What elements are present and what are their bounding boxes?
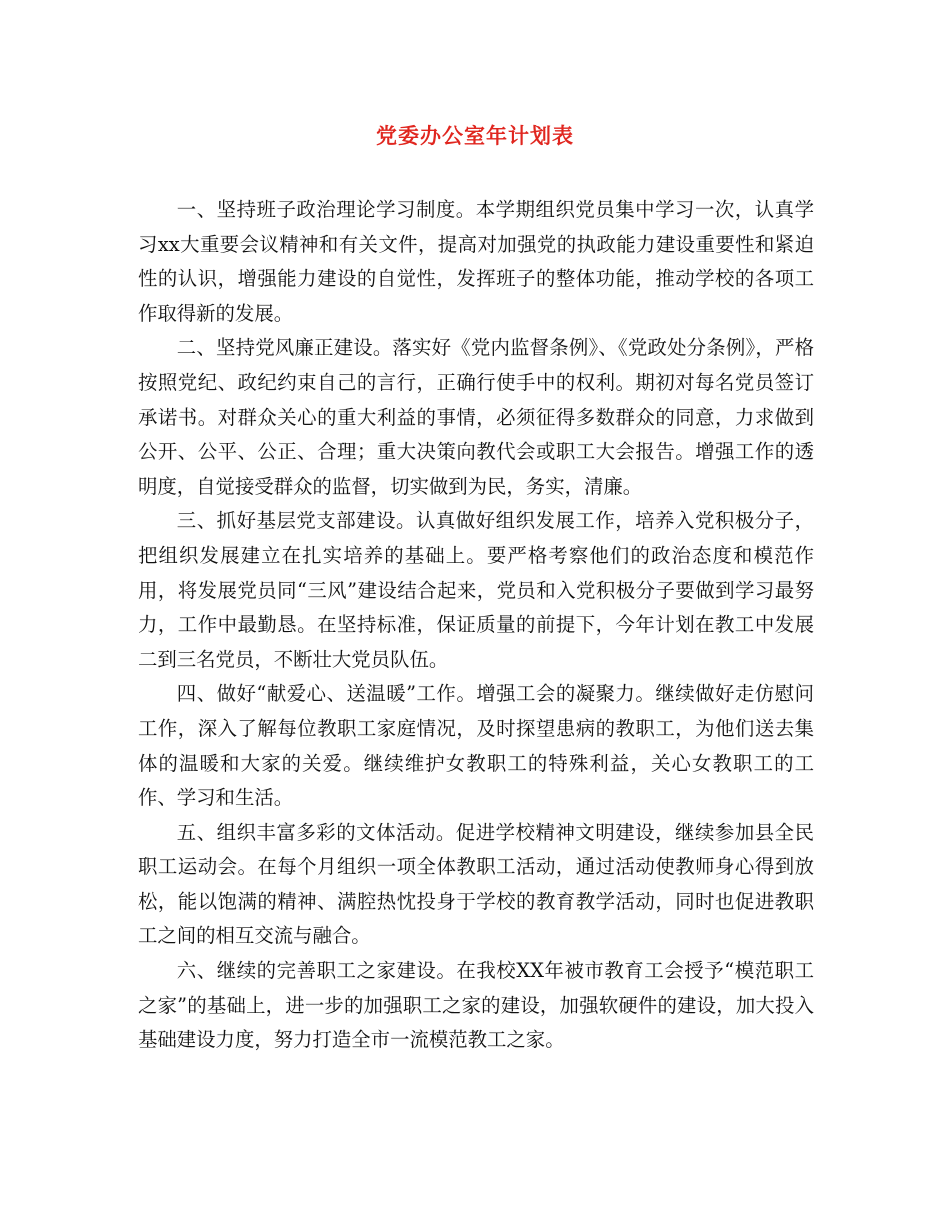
paragraph-2: 二、坚持党风廉正建设。落实好《党内监督条例》、《党政处分条例》，严格按照党纪、政纪约束自己的言行，正确行使手中的权利。期初对每名党员签订承诺书。对群众关心的重大利益的事情，必须征得多数群众的同意，力求做到公开、公平、公正、合理；重大决策向教代会或职工大会报告。增强工作的透明度，自觉接受群众的监督，切实做到为民，务实，清廉。 (138, 336, 814, 498)
paragraph-5: 五、组织丰富多彩的文体活动。促进学校精神文明建设，继续参加县全民职工运动会。在每个月组织一项全体教职工活动，通过活动使教师身心得到放松，能以饱满的精神、满腔热忱投身于学校的教育教学活动，同时也促进教职工之间的相互交流与融合。 (138, 820, 814, 948)
document-body (138, 193, 814, 1058)
paragraph-4: 四、做好“献爱心、送温暖”工作。增强工会的凝聚力。继续做好走仿慰问工作，深入了解每位教职工家庭情况，及时探望患病的教职工，为他们送去集体的温暖和大家的关爱。继续维护女教职工的特殊利益，关心女教职工的工作、学习和生活。 (138, 682, 814, 810)
document-title: 党委办公室年计划表 (376, 123, 574, 148)
paragraph-1: 一、坚持班子政治理论学习制度。本学期组织党员集中学习一次，认真学习xx大重要会议精神和有关文件，提高对加强党的执政能力建设重要性和紧迫性的认识，增强能力建设的自觉性，发挥班子的整体功能，推动学校的各项工作取得新的发展。 (138, 198, 814, 325)
paragraph-6: 六、继续的完善职工之家建设。在我校XX年被市教育工会授予“模范职工之家”的基础上，进一步的加强职工之家的建设，加强软硬件的建设，加大投入基础建设力度，努力打造全市一流模范教工之家。 (138, 959, 814, 1052)
paragraph-3: 三、抓好基层党支部建设。认真做好组织发展工作，培养入党积极分子，把组织发展建立在扎实培养的基础上。要严格考察他们的政治态度和模范作用，将发展党员同“三风”建设结合起来，党员和入党积极分子要做到学习最努力，工作中最勤恳。在坚持标准，保证质量的前提下，今年计划在教工中发展二到三名党员，不断壮大党员队伍。 (138, 509, 814, 671)
